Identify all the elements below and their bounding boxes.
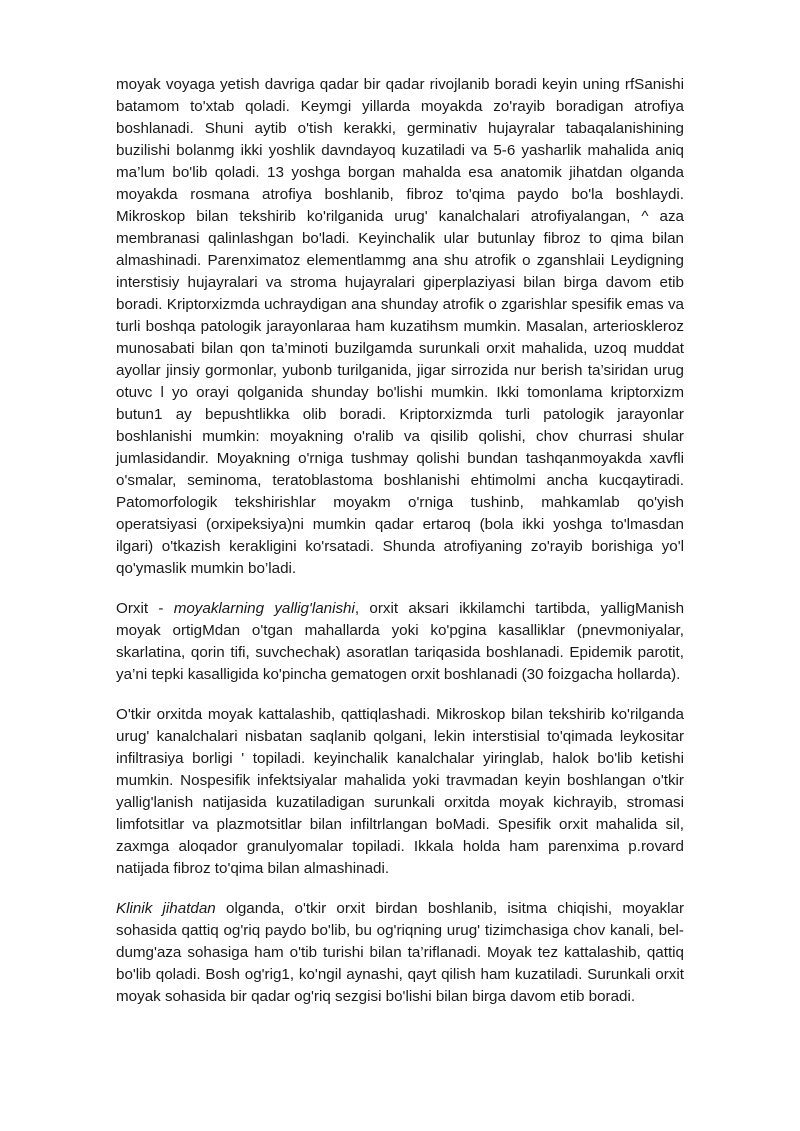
paragraph-cryptorchidism bbox=[116, 74, 684, 580]
paragraph-text: olganda, o'tkir orxit birdan boshlanib, isitma chiqishi, moyaklar sohasida qattiq og'riq paydo bo'lib, bu og'riqning urug' tizimchasiga chov kanali, bel-dumg'aza sohasiga ham o'tib turishi bilan ta’riflanadi. Moyak tez kattalashib, qattiq bo'lib qoladi. Bosh og'rig1, ko'ngil aynashi, qayt qilish ham kuzatiladi. Surunkali orxit moyak sohasida bir qadar og'riq sezgisi bo'lishi bilan birga davom etib boradi. bbox=[116, 900, 684, 1005]
document-page bbox=[116, 74, 684, 1026]
paragraph-clinical bbox=[116, 898, 684, 1008]
paragraph-text: O'tkir orxitda moyak kattalashib, qattiqlashadi. Mikroskop bilan tekshirib ko'rilganda urug' kanalchalari nisbatan saqlanib qolgani, lekin interstisial to'qimada leykositar infiltrasiya borligi ' topiladi. keyinchalik kanalchalar yiringlab, halok bo'lib ketishi mumkin. Nospesifik infektsiyalar mahalida yoki travmadan keyin boshlangan o'tkir yallig'lanish natijasida kuzatiladigan surunkali orxitda moyak kichrayib, stromasi limfotsitlar va plazmotsitlar bilan infiltrlangan boMadi. Spesifik orxit mahalida sil, zaxmga aloqador granulyomalar topiladi. Ikkala holda ham parenxima p.rovard natijada fibroz to'qima bilan almashinadi. bbox=[116, 706, 684, 877]
paragraph-acute-orchitis bbox=[116, 704, 684, 880]
term-lead: Orxit - bbox=[116, 600, 174, 617]
paragraph-text: , orxit aksari ikkilamchi tartibda, yalligManish moyak ortigMdan o'tgan mahallarda yoki ko'pgina kasalliklar (pnevmoniyalar, skarlatina, qorin tifi, suvchechak) asoratlan tariqasida boshlanadi. Epidemik parotit, ya’ni tepki kasalligida ko'pincha gematogen orxit boshlanadi (30 foizgacha hollarda). bbox=[116, 600, 685, 683]
clinical-lead: Klinik jihatdan bbox=[116, 900, 216, 917]
paragraph-orchitis-definition bbox=[116, 598, 684, 686]
term-definition: moyaklarning yallig'lanishi bbox=[173, 600, 355, 617]
paragraph-text: moyak voyaga yetish davriga qadar bir qadar rivojlanib boradi keyin uning rfSanishi batamom to'xtab qoladi. Keymgi yillarda moyakda zo'rayib boradigan atrofiya boshlanadi. Shuni aytib o'tish kerakki, germinativ hujayralar tabaqalanishining buzilishi bolanmg ikki yoshlik davndayoq kuzatiladi va 5-6 yasharlik mahalida aniq ma’lum bo'lib qoladi. 13 yoshga borgan mahalda esa anatomik jihatdan olganda moyakda rosmana atrofiya boshlanib, fibroz to'qima paydo bo'la boshlaydi. Mikroskop bilan tekshirib ko'rilganida urug' kanalchalari atrofiyalangan, ^ aza membranasi qalinlashgan bo'ladi. Keyinchalik ular butunlay fibroz to qima bilan almashinadi. Parenximatoz elementlammg ana shu atrofik o zganshlaii Leydigning interstisiy hujayralari va stroma hujayralari giperplaziyasi bilan birga davom etib boradi. Kriptorxizmda uchraydigan ana shunday atrofik o zgarishlar spesifik emas va turli boshqa patologik jarayonlaraa ham kuzatihsm mumkin. Masalan, arterioskleroz munosabati bilan qon ta’minoti buzilgamda surunkali orxit mahalida, uzoq muddat ayollar jinsiy gormonlar, yubonb turilganida, jigar sirrozida nur berish ta’siridan urug otuvc l yo orayi qolganida shunday bo'lishi mumkin. Ikki tomonlama kriptorxizm butun1 ay bepushtlikka olib boradi. Kriptorxizmda turli patologik jarayonlar boshlanishi mumkin: moyakning o'ralib va qisilib qolishi, chov churrasi shular jumlasidandir. Moyakning o'rniga tushmay qolishi bundan tashqanmoyakda xavfli o'smalar, seminoma, teratoblastoma boshlanishi ehtimolmi ancha kucqaytiradi. Patomorfologik tekshirishlar moyakm o'rniga tushinb, mahkamlab qo'yish operatsiyasi (orxipeksiya)ni mumkin qadar ertaroq (bola ikki yoshga to'lmasdan ilgari) o'tkazish kerakligini ko'rsatadi. Shunda atrofiyaning zo'rayib borishiga yo'l qo'ymaslik mumkin bo’ladi. bbox=[116, 76, 684, 577]
